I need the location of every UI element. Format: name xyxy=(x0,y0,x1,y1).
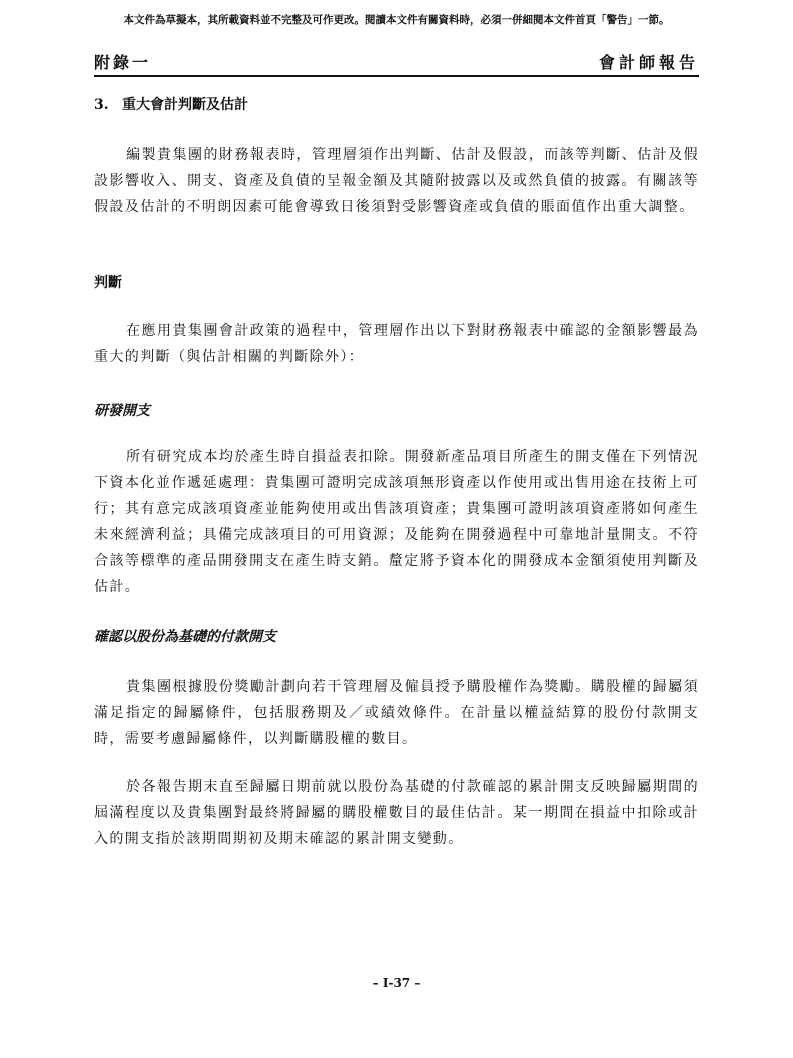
share-based-heading: 確認以股份為基礎的付款開支 xyxy=(94,629,276,645)
appendix-title: 附錄一 xyxy=(94,53,152,72)
header-divider xyxy=(94,75,699,77)
page-number: – I-37 – xyxy=(372,976,421,990)
share-based-paragraph-2: 於各報告期末直至歸屬日期前就以股份為基礎的付款確認的累計開支反映歸屬期間的屆滿程度以及貴集團對最終將歸屬的購股權數目的最佳估計。某一期間在損益中扣除或計入的開支指於該期間期初及期末確認的累計開支變動。 xyxy=(94,779,699,847)
judgements-heading: 判斷 xyxy=(94,275,122,291)
report-title: 會計師報告 xyxy=(598,53,699,72)
rd-paragraph: 所有研究成本均於產生時自損益表扣除。開發新產品項目所產生的開支僅在下列情況下資本化並作遞延處理：貴集團可證明完成該項無形資產以作使用或出售用途在技術上可行；其有意完成該項資產並能夠使用或出售該項資產；貴集團可證明該項資產將如何產生未來經濟利益；具備完成該項目的可用資源；及能夠在開發過程中可靠地計量開支。不符合該等標準的產品開發開支在產生時支銷。釐定將予資本化的開發成本金額須使用判斷及估計。 xyxy=(94,449,699,595)
draft-disclaimer: 本文件為草擬本，其所載資料並不完整及可作更改。閱讀本文件有關資料時，必須一併細閱本文件首頁「警告」一節。 xyxy=(123,14,670,26)
intro-paragraph: 編製貴集團的財務報表時，管理層須作出判斷、估計及假設，而該等判斷、估計及假設影響收入、開支、資產及負債的呈報金額及其隨附披露以及或然負債的披露。有關該等假設及估計的不明朗因素可能會導致日後須對受影響資產或負債的賬面值作出重大調整。 xyxy=(94,147,699,215)
rd-heading: 研發開支 xyxy=(94,403,150,419)
section-title: 重大會計判斷及估計 xyxy=(122,97,248,113)
section-heading xyxy=(94,94,248,114)
page-header xyxy=(94,50,699,74)
section-number: 3. xyxy=(94,97,109,113)
judgements-paragraph: 在應用貴集團會計政策的過程中，管理層作出以下對財務報表中確認的金額影響最為重大的判斷（與估計相關的判斷除外）： xyxy=(94,323,699,365)
share-based-paragraph-1: 貴集團根據股份獎勵計劃向若干管理層及僱員授予購股權作為獎勵。購股權的歸屬須滿足指定的歸屬條件，包括服務期及／或績效條件。在計量以權益結算的股份付款開支時，需要考慮歸屬條件，以判斷購股權的數目。 xyxy=(94,679,699,747)
